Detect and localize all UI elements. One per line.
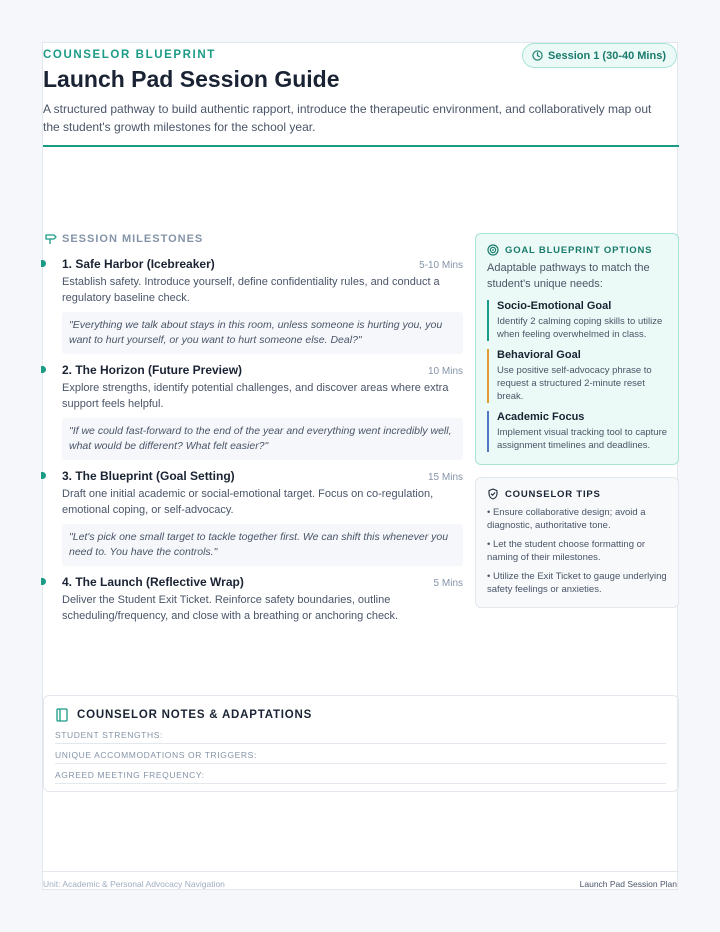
goal-option-description: Identify 2 calming coping skills to utilize when feeling overwhelmed in class.: [497, 316, 663, 340]
milestone-marker: [41, 366, 46, 373]
footer-divider: [43, 871, 679, 872]
milestone-duration: 5-10 Mins: [419, 260, 463, 271]
milestone-title: 3. The Blueprint (Goal Setting): [62, 469, 235, 483]
footer-unit-label: Unit: Academic & Personal Advocacy Navigation: [43, 879, 225, 889]
milestone-marker: [41, 260, 46, 267]
milestones-section-label: [45, 233, 203, 245]
goal-option-description: Use positive self-advocacy phrase to request a structured 2-minute reset break.: [497, 365, 652, 402]
note-field-accommodations[interactable]: UNIQUE ACCOMMODATIONS OR TRIGGERS:: [55, 744, 666, 764]
milestone-item: [43, 575, 463, 624]
milestone-list: [43, 257, 463, 633]
shield-check-icon: [487, 488, 499, 500]
milestone-description: Explore strengths, identify potential challenges, and discover areas where extra support feels helpful.: [62, 382, 449, 410]
counselor-tips-card: [475, 477, 679, 608]
notebook-icon: [55, 708, 69, 722]
goal-option-title: Socio-Emotional Goal: [497, 300, 612, 312]
header-divider: [43, 145, 679, 147]
counselor-notes-heading: [55, 706, 666, 724]
goal-options-heading-text: GOAL BLUEPRINT OPTIONS: [505, 244, 653, 256]
note-field-strengths[interactable]: STUDENT STRENGTHS:: [55, 724, 666, 744]
counselor-notes-heading-text: COUNSELOR NOTES & ADAPTATIONS: [77, 709, 313, 721]
milestone-script-quote: "If we could fast-forward to the end of the year and everything went incredibly well, what would be different? What felt easier?": [62, 418, 463, 460]
page-subtitle: A structured pathway to build authentic rapport, introduce the therapeutic environment, and collaboratively map out the student's growth milestones for the school year.: [43, 102, 652, 134]
milestone-duration: 5 Mins: [433, 578, 463, 589]
milestone-title: 1. Safe Harbor (Icebreaker): [62, 257, 215, 271]
milestone-item: [43, 257, 463, 354]
footer-plan-label: Launch Pad Session Plan: [579, 879, 677, 889]
page-content: [43, 43, 677, 889]
clock-icon: [532, 50, 543, 61]
milestone-marker: [41, 578, 46, 585]
milestones-section-text: SESSION MILESTONES: [62, 233, 204, 245]
milestone-script-quote: "Everything we talk about stays in this room, unless someone is hurting you, you want to hurt yourself, or you want to hurt someone else. Deal?": [62, 312, 463, 354]
milestone-marker: [41, 472, 46, 479]
goal-option-title: Academic Focus: [497, 411, 585, 423]
goal-options-card: [475, 233, 679, 465]
goal-option-description: Implement visual tracking tool to capture assignment timelines and deadlines.: [497, 427, 668, 451]
milestone-item: [43, 469, 463, 566]
page-title: Launch Pad Session Guide: [43, 66, 340, 92]
goal-options-heading: [487, 244, 668, 256]
goal-option-socio-emotional: [487, 300, 668, 341]
milestone-description: Deliver the Student Exit Ticket. Reinforce safety boundaries, outline scheduling/frequency, and close with a breathing or anchoring check.: [62, 594, 399, 622]
goal-option-academic: [487, 411, 668, 452]
counselor-tips-list: [487, 506, 668, 596]
milestone-description: Draft one initial academic or social-emotional target. Focus on co-regulation, emotional coping, or self-advocacy.: [62, 488, 434, 516]
milestone-script-quote: "Let's pick one small target to tackle together first. We can shift this whenever you need to. You have the controls.": [62, 524, 463, 566]
goal-options-intro: Adaptable pathways to match the student's unique needs:: [487, 262, 650, 290]
milestone-duration: 15 Mins: [427, 472, 463, 483]
session-badge-label: Session 1 (30-40 Mins): [548, 49, 666, 62]
signpost-icon: [45, 233, 57, 245]
note-field-frequency[interactable]: AGREED MEETING FREQUENCY:: [55, 764, 666, 784]
counselor-tip: • Utilize the Exit Ticket to gauge underlying safety feelings or anxieties.: [487, 570, 668, 596]
milestone-title: 2. The Horizon (Future Preview): [62, 363, 243, 377]
goal-option-behavioral: [487, 349, 668, 403]
target-icon: [487, 244, 499, 256]
counselor-tips-heading-text: COUNSELOR TIPS: [505, 488, 601, 500]
milestone-description: Establish safety. Introduce yourself, define confidentiality rules, and conduct a regulatory baseline check.: [62, 276, 440, 304]
counselor-notes-panel: [43, 695, 679, 792]
milestone-duration: 10 Mins: [427, 366, 463, 377]
goal-option-title: Behavioral Goal: [497, 349, 581, 361]
eyebrow-label: COUNSELOR BLUEPRINT: [43, 49, 216, 61]
session-badge: [522, 43, 677, 68]
counselor-tips-heading: [487, 488, 668, 500]
milestone-item: [43, 363, 463, 460]
counselor-tip: • Let the student choose formatting or naming of their milestones.: [487, 538, 668, 564]
milestone-title: 4. The Launch (Reflective Wrap): [62, 575, 244, 589]
counselor-tip: • Ensure collaborative design; avoid a diagnostic, authoritative tone.: [487, 506, 668, 532]
document-page: [42, 42, 678, 890]
